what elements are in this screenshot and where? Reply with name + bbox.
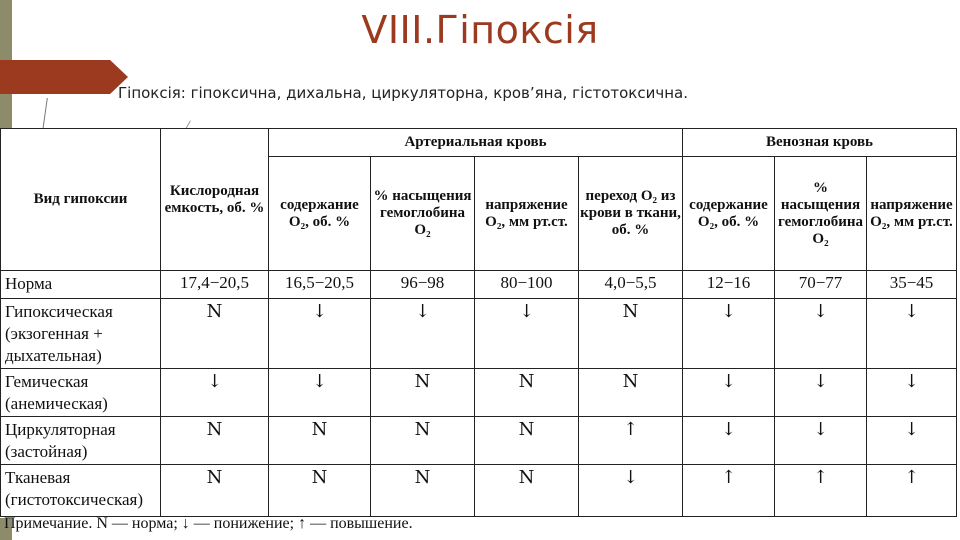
table-row bbox=[1, 465, 957, 517]
table-row bbox=[1, 299, 957, 369]
header-venous-col: содержание O₂, об. % bbox=[683, 157, 775, 271]
slide-title: VIII.Гіпоксія bbox=[361, 8, 599, 52]
table-cell: ↓ bbox=[867, 369, 957, 417]
table-cell: 4,0−5,5 bbox=[579, 271, 683, 299]
table-cell: ↓ bbox=[683, 369, 775, 417]
table-cell: ↓ bbox=[161, 369, 269, 417]
table-row bbox=[1, 369, 957, 417]
table-cell: 96−98 bbox=[371, 271, 475, 299]
header-capacity: Кислородная емкость, об. % bbox=[161, 129, 269, 271]
header-venous-group: Венозная кровь bbox=[683, 129, 957, 157]
hypoxia-table-container bbox=[0, 128, 960, 518]
table-cell: ↓ bbox=[867, 299, 957, 369]
table-cell: 35−45 bbox=[867, 271, 957, 299]
table-cell: ↓ bbox=[683, 299, 775, 369]
table-cell: ↓ bbox=[269, 369, 371, 417]
header-venous-col: напряжение O₂, мм рт.ст. bbox=[867, 157, 957, 271]
table-cell: ↑ bbox=[683, 465, 775, 517]
table-cell: ↓ bbox=[775, 417, 867, 465]
table-cell: N bbox=[475, 465, 579, 517]
header-arterial-col: % насыщения гемоглобина O₂ bbox=[371, 157, 475, 271]
table-cell: N bbox=[475, 369, 579, 417]
accent-arrow-shape bbox=[0, 60, 128, 94]
table-cell: ↓ bbox=[867, 417, 957, 465]
header-arterial-col: напряжение O₂, мм рт.ст. bbox=[475, 157, 579, 271]
table-cell: 17,4−20,5 bbox=[161, 271, 269, 299]
table-cell: N bbox=[475, 417, 579, 465]
table-cell: ↑ bbox=[775, 465, 867, 517]
table-cell: ↓ bbox=[683, 417, 775, 465]
table-cell: 12−16 bbox=[683, 271, 775, 299]
table-cell: ↑ bbox=[867, 465, 957, 517]
row-name: Гемическая (анемическая) bbox=[1, 369, 161, 417]
slide-subtitle: Гіпоксія: гіпоксична, дихальна, циркуляторна, кров’яна, гістотоксична. bbox=[118, 84, 688, 102]
table-cell: ↓ bbox=[775, 299, 867, 369]
table-cell: N bbox=[161, 465, 269, 517]
table-cell: 80−100 bbox=[475, 271, 579, 299]
table-cell: N bbox=[269, 465, 371, 517]
table-cell: N bbox=[371, 417, 475, 465]
header-type: Вид гипоксии bbox=[1, 129, 161, 271]
hypoxia-table bbox=[0, 128, 957, 517]
table-cell: N bbox=[371, 369, 475, 417]
row-name: Тканевая (гистотоксическая) bbox=[1, 465, 161, 517]
row-name: Циркуляторная (застойная) bbox=[1, 417, 161, 465]
row-name: Гипоксическая (экзогенная + дыхательная) bbox=[1, 299, 161, 369]
header-arterial-group: Артериальная кровь bbox=[269, 129, 683, 157]
table-row bbox=[1, 271, 957, 299]
table-cell: N bbox=[579, 299, 683, 369]
header-arterial-col: переход O₂ из крови в ткани, об. % bbox=[579, 157, 683, 271]
header-arterial-col: содержание O₂, об. % bbox=[269, 157, 371, 271]
table-cell: N bbox=[161, 299, 269, 369]
table-cell: N bbox=[371, 465, 475, 517]
table-cell: N bbox=[579, 369, 683, 417]
row-name: Норма bbox=[1, 271, 161, 299]
table-cell: 70−77 bbox=[775, 271, 867, 299]
header-venous-col: % насыщения гемоглобина O₂ bbox=[775, 157, 867, 271]
table-cell: 16,5−20,5 bbox=[269, 271, 371, 299]
table-footnote: Примечание. N — норма; ↓ — понижение; ↑ — повышение. bbox=[4, 515, 413, 532]
table-cell: ↓ bbox=[475, 299, 579, 369]
table-cell: ↓ bbox=[269, 299, 371, 369]
table-row bbox=[1, 417, 957, 465]
table-cell: ↓ bbox=[775, 369, 867, 417]
table-cell: ↓ bbox=[579, 465, 683, 517]
table-cell: N bbox=[269, 417, 371, 465]
table-cell: ↑ bbox=[579, 417, 683, 465]
table-cell: ↓ bbox=[371, 299, 475, 369]
table-cell: N bbox=[161, 417, 269, 465]
